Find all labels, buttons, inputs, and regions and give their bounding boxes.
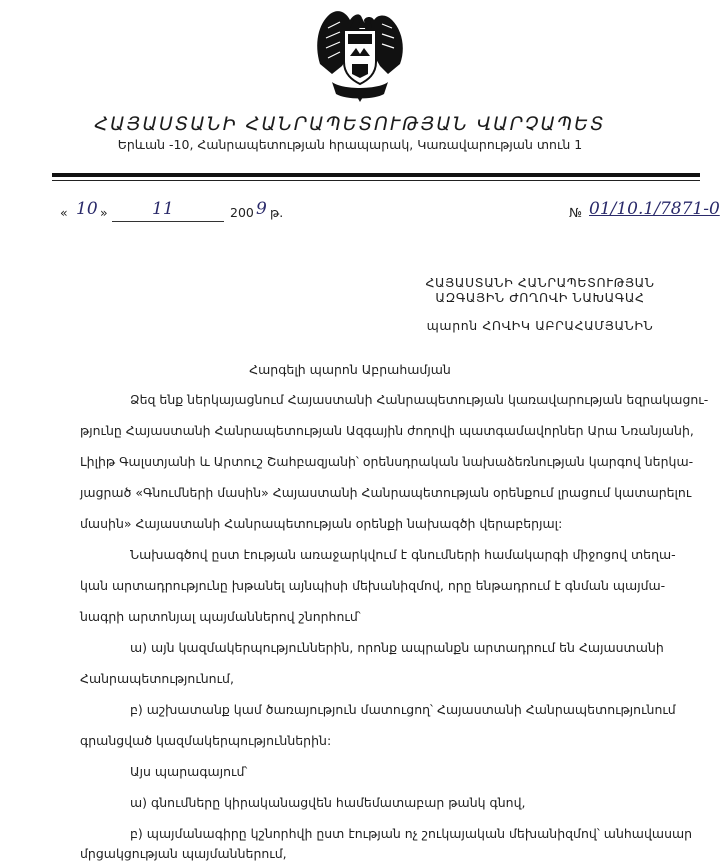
recipient-line-1: ՀԱՅԱՍՏԱՆԻ ՀԱՆՐԱՊԵՏՈՒԹՅԱՆ	[425, 275, 655, 290]
item-b-line-2: գրանցված կազմակերպություններին:	[80, 733, 332, 748]
date-month-underline	[112, 221, 224, 222]
condition-item-b-line-2: մրցակցության պայմաններում,	[80, 846, 287, 861]
paragraph-1-line-3: Լիլիթ Գալստյանի և Արտուշ Շահբազյանի՝ օրենսդրական նախաձեռնության կարգով ներկա-	[80, 454, 694, 469]
item-a-line-1: ա) այն կազմակերպություններին, որոնք ապրանքն արտադրում են Հայաստանի	[130, 640, 664, 655]
condition-intro: Այս պարագայում՝	[130, 764, 248, 779]
paragraph-1-line-5: մասին» Հայաստանի Հանրապետության օրենքի նախագծի վերաբերյալ:	[80, 516, 563, 531]
item-b-line-1: բ) աշխատանք կամ ծառայություն մատուցող՝ Հայաստանի Հանրապետությունում	[130, 702, 676, 717]
date-month: 11	[152, 199, 174, 219]
header-rule-thick	[52, 173, 700, 177]
recipient-line-3: պարոն ՀՈՎԻԿ ԱԲՐԱՀԱՄՅԱՆԻՆ	[426, 318, 654, 333]
date-year-mark: թ.	[270, 205, 284, 220]
condition-item-a: ա) գնումները կիրականացվեն համեմատաբար թանկ գնով,	[130, 795, 526, 810]
date-quote-close: »	[100, 205, 108, 220]
reference-value: 01/10.1/7871-0	[589, 199, 720, 219]
header-rule-thin	[52, 180, 700, 181]
date-year-suffix: 9	[256, 199, 267, 219]
condition-item-b-line-1: բ) պայմանագիրը կշնորհվի ըստ էության ոչ շուկայական մեխանիզմով՝ անհավասար	[130, 826, 693, 841]
date-day: 10	[76, 199, 98, 219]
letter-date	[60, 199, 320, 223]
salutation: Հարգելի պարոն Աբրահամյան	[249, 362, 451, 377]
paragraph-2-line-1: Նախագծով ըստ էության առաջարկվում է գնումների համակարգի միջոցով տեղա-	[130, 547, 676, 562]
reference-label: №	[569, 205, 583, 220]
eagle-lion-emblem-icon	[312, 4, 408, 104]
paragraph-1-line-2: թյունը Հայաստանի Հանրապետության Ազգային ժողովի պատգամավորներ Արա Նռանյանի,	[80, 423, 694, 438]
office-address: Երևան -10, Հանրապետության հրապարակ, Կառավարության տուն 1	[117, 137, 583, 152]
coat-of-arms-emblem	[312, 4, 408, 104]
paragraph-2-line-2: կան արտադրությունը խթանել այնպիսի մեխանիզմով, որը ենթադրում է գնման պայմա-	[80, 578, 666, 593]
reference-number	[565, 199, 720, 223]
paragraph-1-line-4: յացրած «Գնումների մասին» Հայաստանի Հանրապետության օրենքում լրացում կատարելու	[80, 485, 692, 500]
paragraph-2-line-3: նագրի արտոնյալ պայմաններով շնորհում՝	[80, 609, 361, 624]
paragraph-1-line-1: Ձեզ ենք ներկայացնում Հայաստանի Հանրապետության կառավարության եզրակացու-	[130, 392, 709, 407]
date-year-prefix: 200	[230, 205, 254, 220]
item-a-line-2: Հանրապետությունում,	[80, 671, 234, 686]
office-title: ՀԱՅԱՍՏԱՆԻ ՀԱՆՐԱՊԵՏՈՒԹՅԱՆ ՎԱՐՉԱՊԵՏ	[94, 113, 606, 135]
date-quote-open: «	[60, 205, 68, 220]
recipient-line-2: ԱԶԳԱՅԻՆ ԺՈՂՈՎԻ ՆԱԽԱԳԱՀ	[435, 290, 645, 305]
